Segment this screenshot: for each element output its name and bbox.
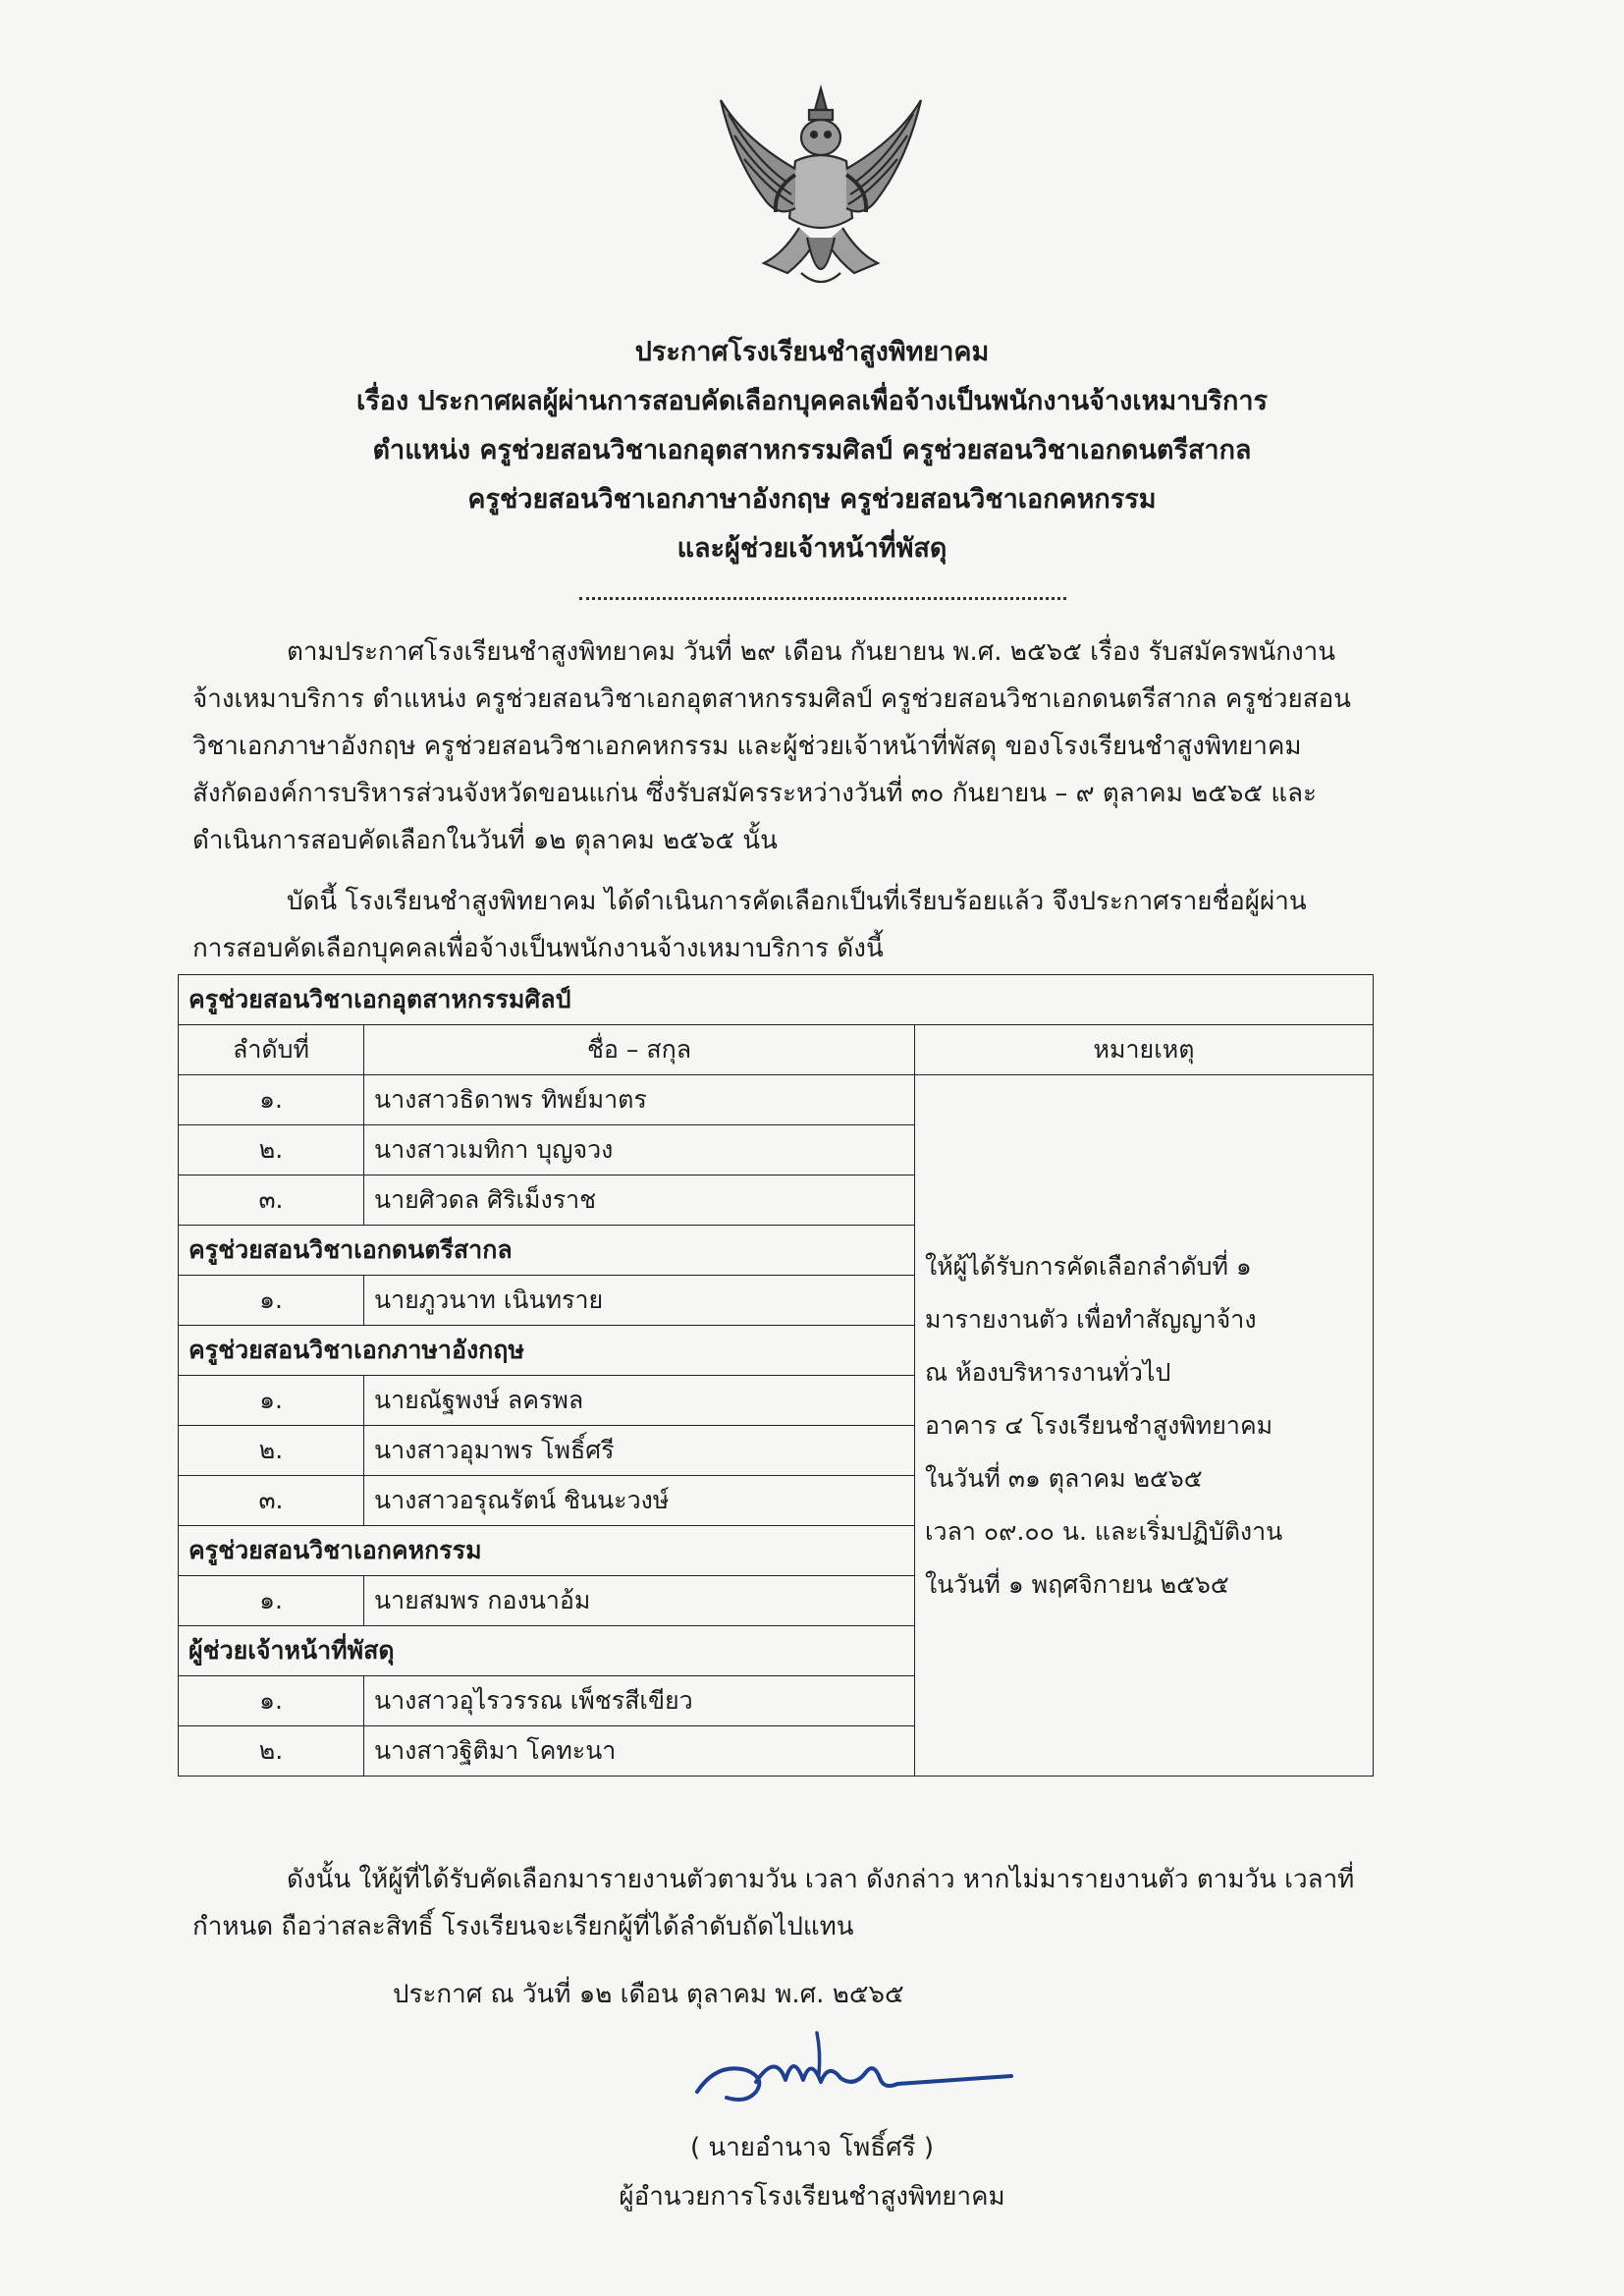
remark-line: เวลา ๐๙.๐๐ น. และเริ่มปฏิบัติงาน	[925, 1516, 1283, 1546]
row-number: ๓.	[179, 1476, 364, 1526]
result-paragraph	[192, 878, 1459, 972]
position-line-1: ตำแหน่ง ครูช่วยสอนวิชาเอกอุตสาหกรรมศิลป์ ครูช่วยสอนวิชาเอกดนตรีสากล	[372, 435, 1252, 465]
section-title: ครูช่วยสอนวิชาเอกคหกรรม	[179, 1526, 915, 1576]
section-title: ครูช่วยสอนวิชาเอกภาษาอังกฤษ	[179, 1326, 915, 1376]
row-name: นางสาวอุไรวรรณ เพ็ชรสีเขียว	[364, 1676, 915, 1726]
row-name: นางสาวอุมาพร โพธิ์ศรี	[364, 1426, 915, 1476]
dotted-divider	[579, 597, 1066, 600]
position-line-2: ครูช่วยสอนวิชาเอกภาษาอังกฤษ ครูช่วยสอนวิชาเอกคหกรรม	[467, 484, 1157, 515]
column-header-name: ชื่อ – สกุล	[364, 1025, 915, 1075]
section-row	[179, 975, 1374, 1025]
closing-line: กำหนด ถือว่าสละสิทธิ์ โรงเรียนจะเรียกผู้ที่ได้ลำดับถัดไปแทน	[192, 1912, 854, 1941]
signature-icon	[687, 2023, 1021, 2111]
table-row	[179, 1075, 1374, 1125]
intro-line: จ้างเหมาบริการ ตำแหน่ง ครูช่วยสอนวิชาเอกอุตสาหกรรมศิลป์ ครูช่วยสอนวิชาเอกดนตรีสากล ครูช่วยสอน	[192, 684, 1351, 714]
section-title: ครูช่วยสอนวิชาเอกอุตสาหกรรมศิลป์	[179, 975, 1374, 1025]
row-name: นางสาวอรุณรัตน์ ชินนะวงษ์	[364, 1476, 915, 1526]
signer-position: ผู้อำนวยการโรงเรียนชำสูงพิทยาคม	[619, 2182, 1005, 2212]
row-number: ๒.	[179, 1726, 364, 1777]
remark-line: ในวันที่ ๓๑ ตุลาคม ๒๕๖๕	[925, 1463, 1203, 1493]
row-number: ๑.	[179, 1576, 364, 1626]
remark-line: ณ ห้องบริหารงานทั่วไป	[925, 1357, 1171, 1387]
row-name: นายณัฐพงษ์ ลครพล	[364, 1376, 915, 1426]
row-number: ๒.	[179, 1125, 364, 1175]
intro-paragraph	[192, 629, 1459, 864]
row-number: ๓.	[179, 1175, 364, 1226]
row-name: นายสมพร กองนาอ้ม	[364, 1576, 915, 1626]
closing-line: ดังนั้น ให้ผู้ที่ได้รับคัดเลือกมารายงานตัวตามวัน เวลา ดังกล่าว หากไม่มารายงานตัว ตามวัน เวลาที่	[287, 1865, 1355, 1894]
announcement-date: ประกาศ ณ วันที่ ๑๒ เดือน ตุลาคม พ.ศ. ๒๕๖๕	[393, 1980, 904, 2009]
position-line-3: และผู้ช่วยเจ้าหน้าที่พัสดุ	[677, 533, 947, 564]
result-line: การสอบคัดเลือกบุคคลเพื่อจ้างเป็นพนักงานจ้างเหมาบริการ ดังนี้	[192, 934, 884, 963]
intro-line: ดำเนินการสอบคัดเลือกในวันที่ ๑๒ ตุลาคม ๒๕๖๕ นั้น	[192, 826, 778, 855]
row-name: นายศิวดล ศิริเม็งราช	[364, 1175, 915, 1226]
intro-line: สังกัดองค์การบริหารส่วนจังหวัดขอนแก่น ซึ่งรับสมัครระหว่างวันที่ ๓๐ กันยายน – ๙ ตุลาคม ๒๕๖๕ และ	[192, 779, 1318, 808]
header-row	[179, 1025, 1374, 1075]
signer-name: ( นายอำนาจ โพธิ์ศรี )	[690, 2133, 934, 2162]
remark-cell	[915, 1075, 1374, 1777]
remark-line: ให้ผู้ได้รับการคัดเลือกลำดับที่ ๑	[925, 1251, 1252, 1281]
intro-line: ตามประกาศโรงเรียนชำสูงพิทยาคม วันที่ ๒๙ เดือน กันยายน พ.ศ. ๒๕๖๕ เรื่อง รับสมัครพนักงาน	[287, 637, 1336, 667]
row-number: ๑.	[179, 1276, 364, 1326]
intro-line: วิชาเอกภาษาอังกฤษ ครูช่วยสอนวิชาเอกคหกรรม และผู้ช่วยเจ้าหน้าที่พัสดุ ของโรงเรียนชำสูงพิทยาคม	[192, 732, 1302, 761]
results-table	[178, 974, 1374, 1777]
column-header-no: ลำดับที่	[179, 1025, 364, 1075]
closing-paragraph	[192, 1856, 1459, 1950]
row-number: ๒.	[179, 1426, 364, 1476]
column-header-remark: หมายเหตุ	[915, 1025, 1374, 1075]
row-number: ๑.	[179, 1376, 364, 1426]
row-name: นางสาวฐิติมา โคทะนา	[364, 1726, 915, 1777]
row-name: นายภูวนาท เนินทราย	[364, 1276, 915, 1326]
row-name: นางสาวเมทิกา บุญจวง	[364, 1125, 915, 1175]
row-name: นางสาวธิดาพร ทิพย์มาตร	[364, 1075, 915, 1125]
subject-line: เรื่อง ประกาศผลผู้ผ่านการสอบคัดเลือกบุคคลเพื่อจ้างเป็นพนักงานจ้างเหมาบริการ	[356, 386, 1268, 416]
section-title: ผู้ช่วยเจ้าหน้าที่พัสดุ	[179, 1626, 915, 1676]
remark-line: ในวันที่ ๑ พฤศจิกายน ๒๕๖๕	[925, 1569, 1229, 1599]
announcement-title: ประกาศโรงเรียนชำสูงพิทยาคม	[634, 337, 990, 367]
remark-line: อาคาร ๔ โรงเรียนชำสูงพิทยาคม	[925, 1410, 1273, 1440]
garuda-emblem-icon	[705, 81, 937, 304]
row-number: ๑.	[179, 1075, 364, 1125]
remark-line: มารายงานตัว เพื่อทำสัญญาจ้าง	[925, 1304, 1257, 1334]
row-number: ๑.	[179, 1676, 364, 1726]
result-line: บัดนี้ โรงเรียนชำสูงพิทยาคม ได้ดำเนินการคัดเลือกเป็นที่เรียบร้อยแล้ว จึงประกาศรายชื่อผู้ผ่าน	[287, 887, 1307, 916]
section-title: ครูช่วยสอนวิชาเอกดนตรีสากล	[179, 1226, 915, 1276]
